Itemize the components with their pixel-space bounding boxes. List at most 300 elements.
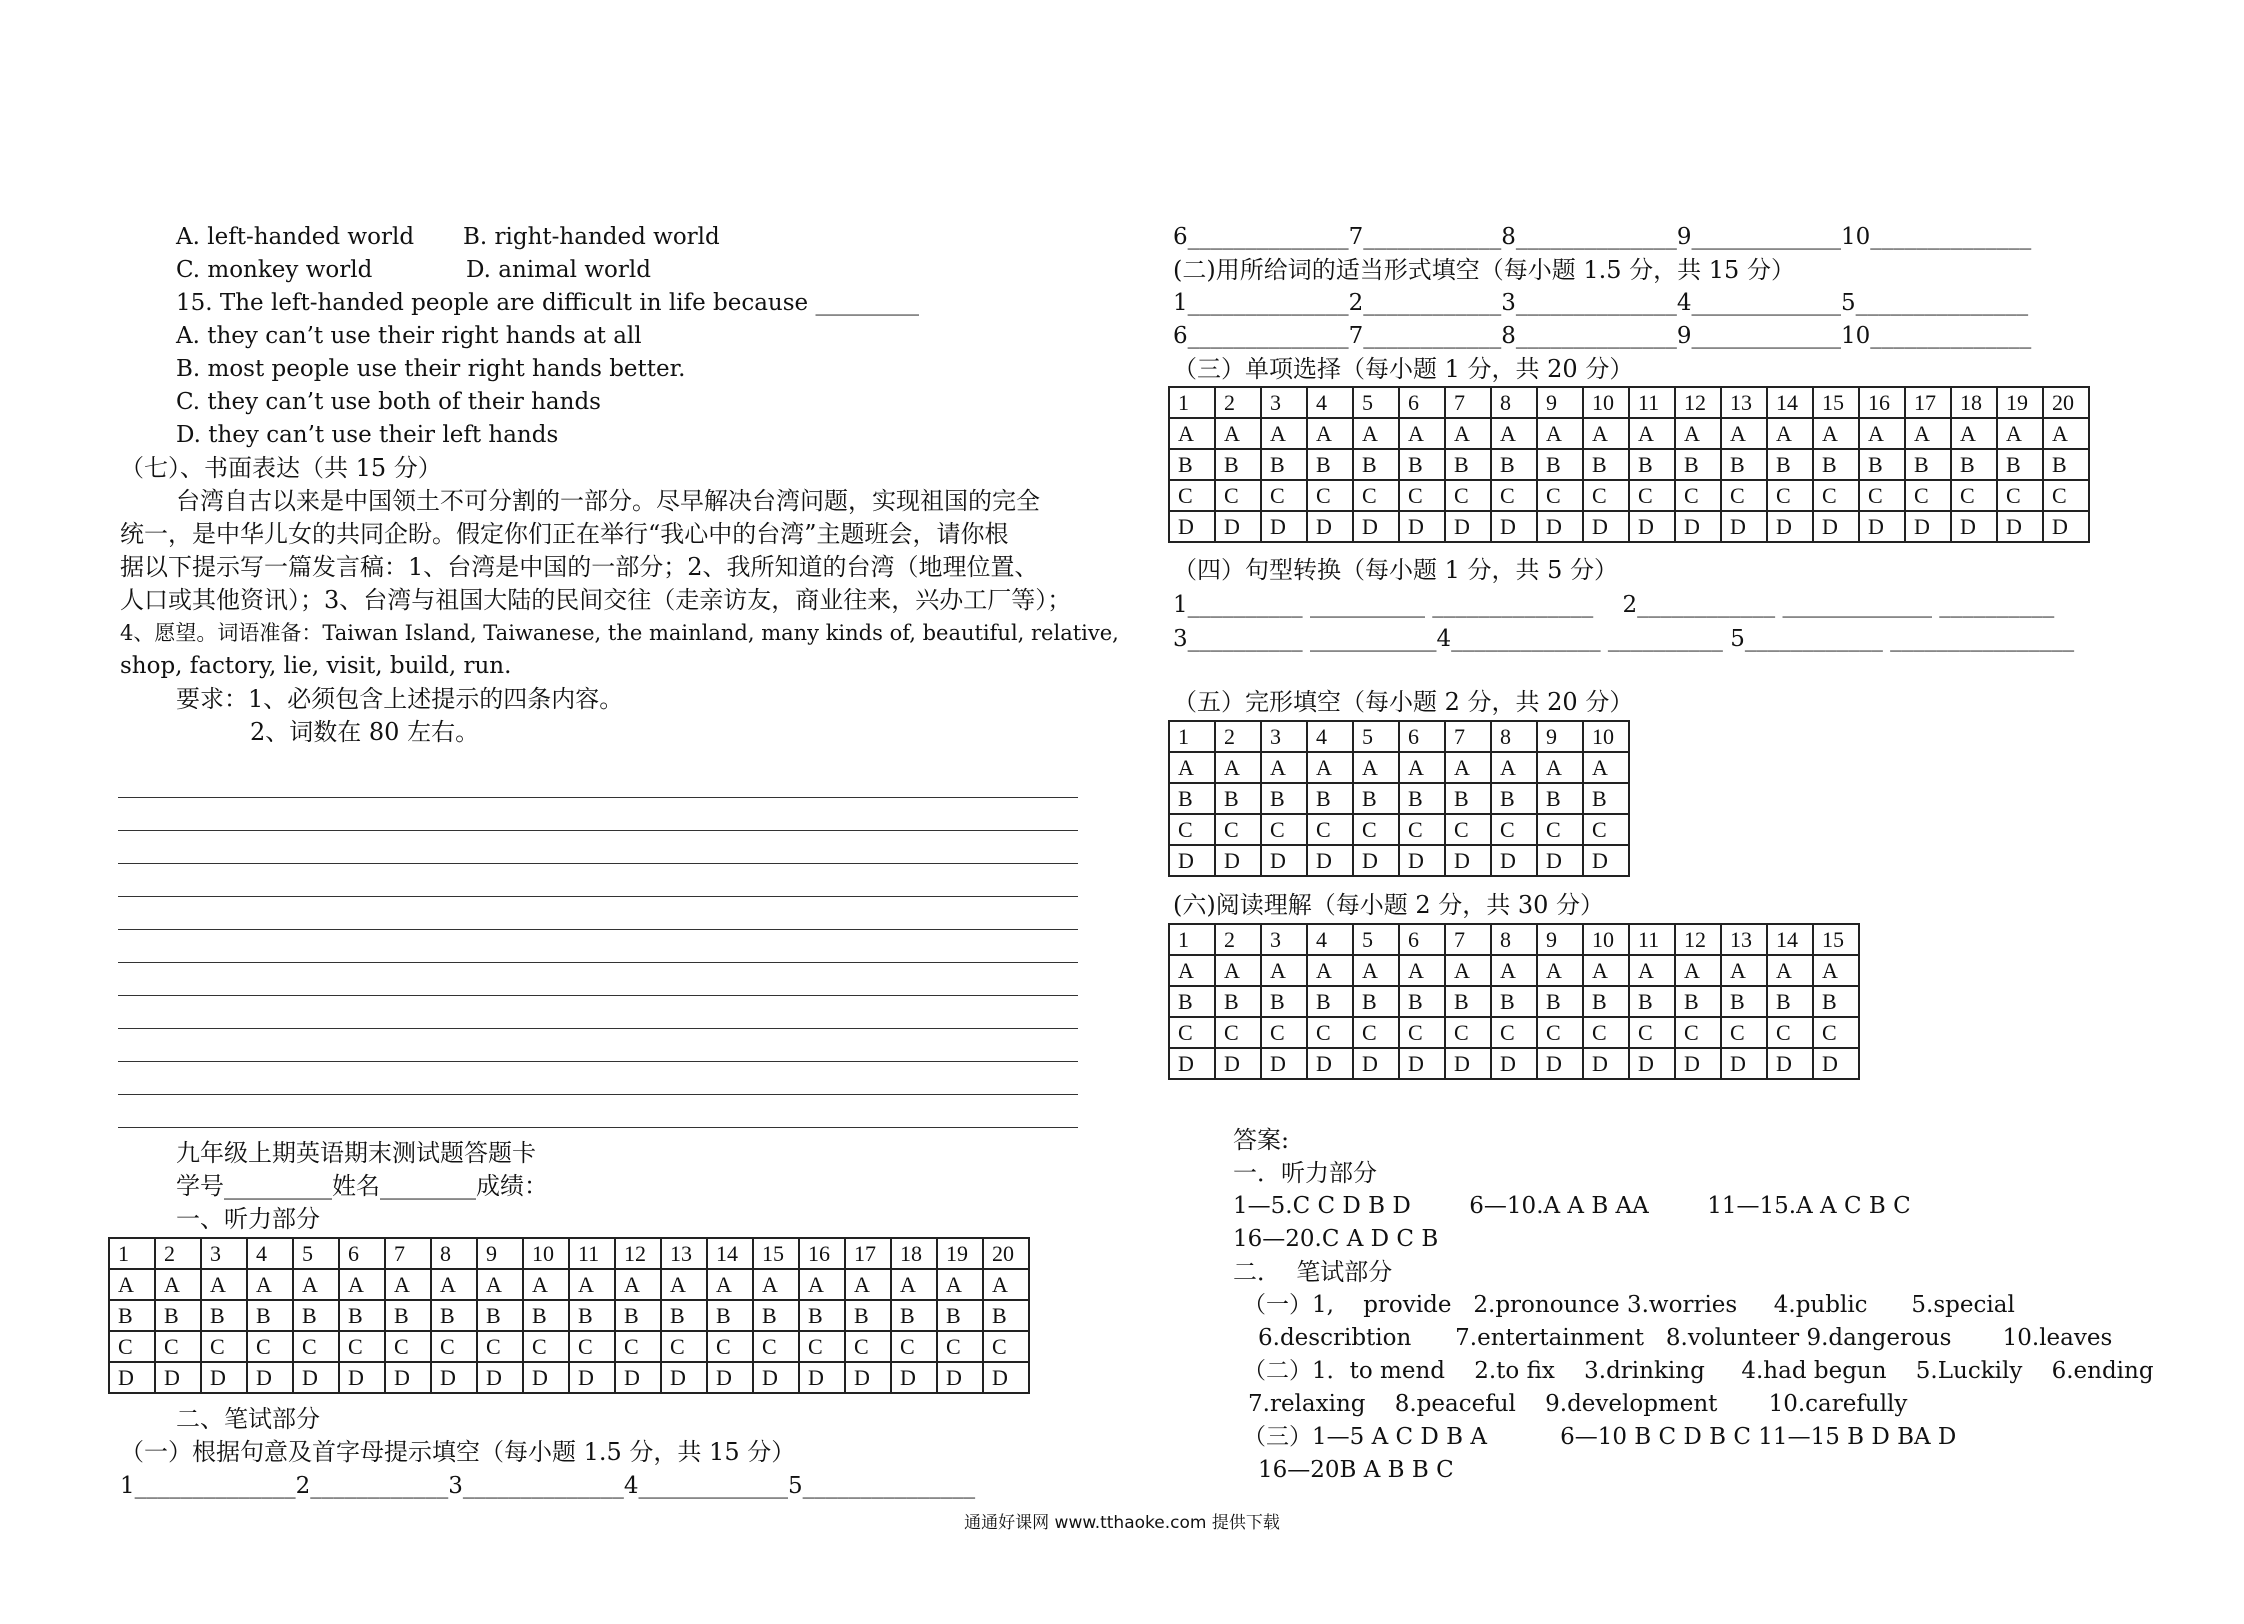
grid-option-cell[interactable]: C — [845, 1331, 891, 1362]
grid-option-cell[interactable]: D — [753, 1362, 799, 1393]
grid-option-cell[interactable]: D — [1261, 511, 1307, 542]
grid-option-cell[interactable]: A — [1307, 752, 1353, 783]
grid-option-cell[interactable]: B — [339, 1300, 385, 1331]
grid-option-cell[interactable]: C — [1169, 814, 1215, 845]
grid-option-cell[interactable]: D — [983, 1362, 1029, 1393]
writing-line[interactable] — [118, 830, 1078, 831]
grid-option-cell[interactable]: A — [1307, 418, 1353, 449]
grid-option-cell[interactable]: C — [1307, 814, 1353, 845]
grid-option-cell[interactable]: A — [1491, 955, 1537, 986]
grid-option-cell[interactable]: B — [615, 1300, 661, 1331]
grid-option-cell[interactable]: C — [1399, 1017, 1445, 1048]
grid-option-cell[interactable]: A — [1307, 955, 1353, 986]
grid-option-cell[interactable]: D — [891, 1362, 937, 1393]
grid-option-cell[interactable]: D — [1307, 1048, 1353, 1079]
grid-option-cell[interactable]: D — [1169, 1048, 1215, 1079]
grid-option-cell[interactable]: D — [155, 1362, 201, 1393]
grid-option-cell[interactable]: C — [1721, 480, 1767, 511]
grid-option-cell[interactable]: C — [1169, 480, 1215, 511]
grid-option-cell[interactable]: A — [2043, 418, 2089, 449]
grid-option-cell[interactable]: C — [431, 1331, 477, 1362]
grid-option-cell[interactable]: B — [845, 1300, 891, 1331]
grid-option-cell[interactable]: B — [1399, 986, 1445, 1017]
grid-option-cell[interactable]: A — [1767, 955, 1813, 986]
grid-option-cell[interactable]: A — [1353, 752, 1399, 783]
grid-option-cell[interactable]: A — [1951, 418, 1997, 449]
grid-option-cell[interactable]: D — [293, 1362, 339, 1393]
grid-option-cell[interactable]: B — [1629, 449, 1675, 480]
grid-option-cell[interactable]: B — [1721, 986, 1767, 1017]
grid-option-cell[interactable]: C — [1537, 814, 1583, 845]
grid-option-cell[interactable]: D — [1675, 511, 1721, 542]
grid-option-cell[interactable]: B — [799, 1300, 845, 1331]
grid-option-cell[interactable]: B — [1997, 449, 2043, 480]
grid-option-cell[interactable]: C — [1491, 814, 1537, 845]
grid-option-cell[interactable]: D — [1537, 511, 1583, 542]
grid-question-number: 7 — [1445, 924, 1491, 955]
grid-option-row — [1169, 418, 2089, 449]
part5-title: （五）完形填空（每小题 2 分，共 20 分） — [1173, 688, 1634, 716]
grid-option-cell[interactable]: B — [1813, 449, 1859, 480]
grid-option-cell[interactable]: A — [1445, 955, 1491, 986]
grid-option-cell[interactable]: C — [1813, 1017, 1859, 1048]
grid-option-cell[interactable]: D — [1951, 511, 1997, 542]
grid-option-cell[interactable]: C — [1767, 1017, 1813, 1048]
grid-option-cell[interactable]: D — [799, 1362, 845, 1393]
grid-option-cell[interactable]: A — [1905, 418, 1951, 449]
part4-title: （四）句型转换（每小题 1 分，共 5 分） — [1173, 556, 1619, 584]
grid-option-cell[interactable]: A — [1261, 955, 1307, 986]
grid-option-cell[interactable]: C — [2043, 480, 2089, 511]
grid-option-cell[interactable]: A — [707, 1269, 753, 1300]
grid-option-cell[interactable]: B — [661, 1300, 707, 1331]
grid-option-cell[interactable]: A — [477, 1269, 523, 1300]
grid-option-cell[interactable]: A — [155, 1269, 201, 1300]
grid-option-cell[interactable]: B — [1583, 783, 1629, 814]
grid-option-row — [1169, 783, 1629, 814]
grid-option-cell[interactable]: B — [1537, 986, 1583, 1017]
grid-option-cell[interactable]: D — [1813, 1048, 1859, 1079]
grid-option-cell[interactable]: D — [1583, 511, 1629, 542]
grid-option-cell[interactable]: A — [1215, 752, 1261, 783]
grid-option-cell[interactable]: D — [1399, 1048, 1445, 1079]
grid-option-cell[interactable]: C — [1905, 480, 1951, 511]
grid-option-cell[interactable]: D — [1353, 1048, 1399, 1079]
grid-option-cell[interactable]: D — [1675, 1048, 1721, 1079]
grid-option-cell[interactable]: C — [753, 1331, 799, 1362]
part2-blanks-row-1[interactable]: 1______________2____________3______________4_____________5_______________ — [1173, 290, 2029, 316]
grid-question-number: 13 — [1721, 924, 1767, 955]
grid-option-cell[interactable]: A — [1583, 752, 1629, 783]
grid-option-cell[interactable]: B — [1169, 449, 1215, 480]
grid-option-cell[interactable]: A — [109, 1269, 155, 1300]
reading-answer-grid — [1168, 923, 1860, 1080]
grid-option-cell[interactable]: B — [523, 1300, 569, 1331]
grid-option-cell[interactable]: C — [1629, 480, 1675, 511]
grid-option-cell[interactable]: B — [983, 1300, 1029, 1331]
grid-option-cell[interactable]: A — [1215, 955, 1261, 986]
grid-option-cell[interactable]: C — [1675, 1017, 1721, 1048]
grid-option-cell[interactable]: C — [799, 1331, 845, 1362]
grid-question-number: 4 — [1307, 721, 1353, 752]
grid-option-cell[interactable]: A — [1629, 955, 1675, 986]
grid-option-cell[interactable]: B — [1629, 986, 1675, 1017]
q15-stem: 15. The left-handed people are difficult in life because _________ — [176, 290, 919, 316]
grid-option-cell[interactable]: D — [1215, 511, 1261, 542]
grid-option-cell[interactable]: B — [1261, 986, 1307, 1017]
grid-option-cell[interactable]: D — [385, 1362, 431, 1393]
grid-option-cell[interactable]: B — [1399, 449, 1445, 480]
grid-option-cell[interactable]: B — [891, 1300, 937, 1331]
grid-option-cell[interactable]: A — [385, 1269, 431, 1300]
grid-option-cell[interactable]: D — [1353, 511, 1399, 542]
grid-option-cell[interactable]: D — [201, 1362, 247, 1393]
grid-option-cell[interactable]: A — [1399, 955, 1445, 986]
grid-option-cell[interactable]: B — [1951, 449, 1997, 480]
grid-option-cell[interactable]: D — [1537, 845, 1583, 876]
writing-line[interactable] — [118, 929, 1078, 930]
grid-option-cell[interactable]: B — [1675, 986, 1721, 1017]
grid-option-cell[interactable]: B — [1353, 986, 1399, 1017]
grid-option-cell[interactable]: B — [1491, 783, 1537, 814]
grid-question-number: 17 — [1905, 387, 1951, 418]
grid-option-cell[interactable]: A — [201, 1269, 247, 1300]
grid-option-cell[interactable]: A — [1675, 955, 1721, 986]
grid-option-cell[interactable]: C — [1307, 1017, 1353, 1048]
grid-option-cell[interactable]: C — [385, 1331, 431, 1362]
grid-option-cell[interactable]: C — [1767, 480, 1813, 511]
grid-option-cell[interactable]: C — [523, 1331, 569, 1362]
grid-option-cell[interactable]: A — [1491, 418, 1537, 449]
grid-option-cell[interactable]: A — [431, 1269, 477, 1300]
grid-option-cell[interactable]: B — [1813, 986, 1859, 1017]
grid-option-cell[interactable]: B — [1307, 783, 1353, 814]
grid-option-cell[interactable]: A — [1353, 955, 1399, 986]
grid-option-cell[interactable]: D — [661, 1362, 707, 1393]
grid-option-cell[interactable]: C — [1261, 480, 1307, 511]
grid-option-cell[interactable]: D — [1629, 511, 1675, 542]
writing-line[interactable] — [118, 1028, 1078, 1029]
writing-line[interactable] — [118, 797, 1078, 798]
grid-option-cell[interactable]: D — [1215, 845, 1261, 876]
part4-blanks-row-2[interactable]: 3__________ ___________4_____________ __________ 5____________ ________________ — [1173, 626, 2075, 652]
answers-line-3: 16—20.C A D C B — [1233, 1226, 1439, 1252]
grid-option-cell[interactable]: C — [1951, 480, 1997, 511]
grid-option-cell[interactable]: C — [1537, 480, 1583, 511]
grid-question-number: 10 — [1583, 721, 1629, 752]
grid-option-cell[interactable]: C — [569, 1331, 615, 1362]
part4-blanks-row-1[interactable]: 1__________ __________ ______________ 2____________ _____________ __________ — [1173, 592, 2055, 618]
grid-option-cell[interactable]: C — [1491, 480, 1537, 511]
grid-option-cell[interactable]: B — [1445, 783, 1491, 814]
grid-option-cell[interactable]: D — [1491, 511, 1537, 542]
grid-option-cell[interactable]: C — [1537, 1017, 1583, 1048]
grid-option-cell[interactable]: B — [247, 1300, 293, 1331]
grid-option-cell[interactable]: D — [1859, 511, 1905, 542]
grid-option-cell[interactable]: B — [1859, 449, 1905, 480]
grid-option-cell[interactable]: A — [1629, 418, 1675, 449]
grid-option-cell[interactable]: A — [1537, 752, 1583, 783]
grid-option-cell[interactable]: B — [753, 1300, 799, 1331]
grid-option-cell[interactable]: D — [1997, 511, 2043, 542]
q15-option-b: B. most people use their right hands better. — [176, 356, 686, 382]
grid-option-cell[interactable]: B — [1445, 449, 1491, 480]
grid-option-cell[interactable]: C — [1261, 814, 1307, 845]
grid-option-cell[interactable]: D — [937, 1362, 983, 1393]
grid-option-cell[interactable]: A — [1261, 418, 1307, 449]
grid-option-cell[interactable]: B — [1537, 783, 1583, 814]
grid-option-cell[interactable]: C — [1307, 480, 1353, 511]
grid-option-cell[interactable]: C — [1399, 480, 1445, 511]
grid-option-cell[interactable]: D — [1307, 845, 1353, 876]
grid-option-cell[interactable]: D — [1261, 1048, 1307, 1079]
grid-option-cell[interactable]: B — [1215, 986, 1261, 1017]
grid-option-cell[interactable]: C — [1399, 814, 1445, 845]
grid-option-cell[interactable]: A — [891, 1269, 937, 1300]
grid-option-cell[interactable]: A — [1859, 418, 1905, 449]
grid-option-cell[interactable]: C — [1215, 814, 1261, 845]
writing-line[interactable] — [118, 995, 1078, 996]
grid-option-cell[interactable]: A — [1445, 752, 1491, 783]
grid-option-row — [1169, 480, 2089, 511]
grid-option-cell[interactable]: C — [983, 1331, 1029, 1362]
grid-option-cell[interactable]: A — [615, 1269, 661, 1300]
grid-option-cell[interactable]: D — [1721, 511, 1767, 542]
grid-option-cell[interactable]: A — [339, 1269, 385, 1300]
grid-option-cell[interactable]: B — [1583, 449, 1629, 480]
grid-option-cell[interactable]: B — [1491, 449, 1537, 480]
writing-line[interactable] — [118, 863, 1078, 864]
grid-option-cell[interactable]: A — [1169, 752, 1215, 783]
grid-option-cell[interactable]: D — [569, 1362, 615, 1393]
grid-option-cell[interactable]: D — [109, 1362, 155, 1393]
grid-option-cell[interactable]: C — [1261, 1017, 1307, 1048]
grid-question-number: 14 — [707, 1238, 753, 1269]
grid-option-cell[interactable]: D — [1721, 1048, 1767, 1079]
grid-option-cell[interactable]: B — [431, 1300, 477, 1331]
grid-option-cell[interactable]: C — [1859, 480, 1905, 511]
grid-question-number: 1 — [1169, 721, 1215, 752]
grid-option-cell[interactable]: D — [1445, 1048, 1491, 1079]
grid-option-cell[interactable]: A — [1813, 418, 1859, 449]
grid-option-cell[interactable]: D — [1583, 1048, 1629, 1079]
grid-option-cell[interactable]: A — [1353, 418, 1399, 449]
grid-option-cell[interactable]: A — [1583, 418, 1629, 449]
grid-option-cell[interactable]: B — [155, 1300, 201, 1331]
grid-option-cell[interactable]: D — [1169, 511, 1215, 542]
grid-option-cell[interactable]: B — [109, 1300, 155, 1331]
grid-option-cell[interactable]: B — [1583, 986, 1629, 1017]
grid-option-cell[interactable]: C — [1813, 480, 1859, 511]
grid-option-cell[interactable]: A — [1721, 955, 1767, 986]
grid-option-cell[interactable]: C — [1353, 1017, 1399, 1048]
grid-option-cell[interactable]: D — [1583, 845, 1629, 876]
grid-option-cell[interactable]: C — [1583, 814, 1629, 845]
grid-option-cell[interactable]: A — [937, 1269, 983, 1300]
grid-option-cell[interactable]: C — [1353, 814, 1399, 845]
grid-option-cell[interactable]: B — [1261, 449, 1307, 480]
grid-option-cell[interactable]: B — [1307, 986, 1353, 1017]
grid-option-row — [1169, 814, 1629, 845]
grid-option-cell[interactable]: C — [201, 1331, 247, 1362]
grid-option-cell[interactable]: B — [201, 1300, 247, 1331]
listening-title: 一、听力部分 — [176, 1205, 320, 1233]
grid-option-cell[interactable]: D — [247, 1362, 293, 1393]
grid-option-cell[interactable]: D — [707, 1362, 753, 1393]
grid-option-cell[interactable]: A — [293, 1269, 339, 1300]
grid-option-cell[interactable]: B — [1675, 449, 1721, 480]
writing-line[interactable] — [118, 962, 1078, 963]
grid-option-cell[interactable]: A — [569, 1269, 615, 1300]
grid-option-cell[interactable]: C — [1583, 1017, 1629, 1048]
grid-option-cell[interactable]: B — [477, 1300, 523, 1331]
grid-option-cell[interactable]: A — [1215, 418, 1261, 449]
grid-option-cell[interactable]: C — [1445, 480, 1491, 511]
grid-option-cell[interactable]: D — [615, 1362, 661, 1393]
grid-option-cell[interactable]: C — [937, 1331, 983, 1362]
grid-option-cell[interactable]: A — [1445, 418, 1491, 449]
grid-option-cell[interactable]: D — [1629, 1048, 1675, 1079]
grid-option-cell[interactable]: B — [2043, 449, 2089, 480]
part2-blanks-row-2[interactable]: 6______________7____________8______________9_____________10______________ — [1173, 323, 2032, 349]
grid-option-cell[interactable]: A — [1169, 955, 1215, 986]
grid-option-cell[interactable]: D — [1445, 511, 1491, 542]
grid-option-cell[interactable]: D — [1905, 511, 1951, 542]
grid-option-cell[interactable]: A — [1767, 418, 1813, 449]
grid-option-cell[interactable]: D — [845, 1362, 891, 1393]
grid-option-cell[interactable]: A — [753, 1269, 799, 1300]
grid-option-cell[interactable]: C — [1629, 1017, 1675, 1048]
grid-option-cell[interactable]: A — [1537, 955, 1583, 986]
grid-option-cell[interactable]: D — [339, 1362, 385, 1393]
grid-option-cell[interactable]: B — [1537, 449, 1583, 480]
writing-line[interactable] — [118, 1061, 1078, 1062]
grid-option-cell[interactable]: B — [1767, 986, 1813, 1017]
grid-option-cell[interactable]: D — [477, 1362, 523, 1393]
grid-option-row — [109, 1300, 1029, 1331]
grid-option-cell[interactable]: D — [1813, 511, 1859, 542]
grid-option-cell[interactable]: C — [1215, 480, 1261, 511]
grid-option-cell[interactable]: A — [1675, 418, 1721, 449]
grid-option-cell[interactable]: B — [937, 1300, 983, 1331]
grid-option-cell[interactable]: D — [1399, 845, 1445, 876]
grid-option-cell[interactable]: D — [1491, 845, 1537, 876]
grid-option-cell[interactable]: D — [1307, 511, 1353, 542]
grid-option-cell[interactable]: B — [1353, 449, 1399, 480]
writing-line[interactable] — [118, 1094, 1078, 1095]
grid-option-cell[interactable]: B — [1905, 449, 1951, 480]
grid-question-number: 10 — [523, 1238, 569, 1269]
grid-question-number: 6 — [339, 1238, 385, 1269]
part1-blanks-row-1[interactable]: 1______________2____________3______________4_____________5_______________ — [120, 1473, 976, 1499]
grid-option-cell[interactable]: D — [1767, 1048, 1813, 1079]
grid-option-cell[interactable]: C — [477, 1331, 523, 1362]
grid-option-cell[interactable]: D — [1353, 845, 1399, 876]
grid-option-cell[interactable]: A — [523, 1269, 569, 1300]
grid-option-cell[interactable]: C — [293, 1331, 339, 1362]
grid-option-cell[interactable]: C — [615, 1331, 661, 1362]
grid-option-cell[interactable]: A — [1721, 418, 1767, 449]
grid-option-cell[interactable]: D — [1767, 511, 1813, 542]
grid-option-cell[interactable]: B — [1721, 449, 1767, 480]
grid-option-cell[interactable]: C — [155, 1331, 201, 1362]
grid-option-cell[interactable]: D — [1169, 845, 1215, 876]
grid-option-cell[interactable]: A — [1537, 418, 1583, 449]
grid-option-cell[interactable]: A — [1261, 752, 1307, 783]
grid-option-cell[interactable]: B — [1169, 986, 1215, 1017]
grid-option-cell[interactable]: B — [1445, 986, 1491, 1017]
grid-option-cell[interactable]: D — [1399, 511, 1445, 542]
grid-option-cell[interactable]: C — [1997, 480, 2043, 511]
writing-line[interactable] — [118, 896, 1078, 897]
grid-option-cell[interactable]: A — [983, 1269, 1029, 1300]
grid-option-cell[interactable]: D — [1491, 1048, 1537, 1079]
grid-option-cell[interactable]: B — [385, 1300, 431, 1331]
grid-option-cell[interactable]: C — [891, 1331, 937, 1362]
grid-option-cell[interactable]: C — [109, 1331, 155, 1362]
grid-option-cell[interactable]: B — [707, 1300, 753, 1331]
grid-option-cell[interactable]: C — [1169, 1017, 1215, 1048]
grid-option-cell[interactable]: B — [1261, 783, 1307, 814]
grid-option-cell[interactable]: C — [1675, 480, 1721, 511]
grid-option-cell[interactable]: D — [1537, 1048, 1583, 1079]
grid-option-cell[interactable]: C — [339, 1331, 385, 1362]
grid-option-cell[interactable]: B — [1307, 449, 1353, 480]
grid-option-cell[interactable]: B — [1399, 783, 1445, 814]
grid-option-cell[interactable]: B — [1353, 783, 1399, 814]
part1-blanks-row-2[interactable]: 6______________7____________8______________9_____________10______________ — [1173, 224, 2032, 250]
grid-option-cell[interactable]: A — [247, 1269, 293, 1300]
grid-option-cell[interactable]: A — [1399, 752, 1445, 783]
grid-option-cell[interactable]: D — [1261, 845, 1307, 876]
grid-option-cell[interactable]: C — [1215, 1017, 1261, 1048]
grid-option-cell[interactable]: B — [1169, 783, 1215, 814]
grid-option-cell[interactable]: C — [1445, 814, 1491, 845]
grid-option-cell[interactable]: C — [1491, 1017, 1537, 1048]
grid-option-cell[interactable]: A — [845, 1269, 891, 1300]
grid-option-cell[interactable]: C — [1721, 1017, 1767, 1048]
grid-option-cell[interactable]: B — [293, 1300, 339, 1331]
grid-option-cell[interactable]: B — [1767, 449, 1813, 480]
grid-option-cell[interactable]: A — [1583, 955, 1629, 986]
grid-option-cell[interactable]: D — [1445, 845, 1491, 876]
grid-option-cell[interactable]: A — [661, 1269, 707, 1300]
grid-option-cell[interactable]: B — [1491, 986, 1537, 1017]
grid-question-number: 15 — [753, 1238, 799, 1269]
grid-option-cell[interactable]: D — [523, 1362, 569, 1393]
grid-option-cell[interactable]: C — [1353, 480, 1399, 511]
section7-title: （七）、书面表达（共 15 分） — [120, 454, 442, 482]
grid-option-cell[interactable]: A — [1997, 418, 2043, 449]
grid-option-cell[interactable]: A — [1169, 418, 1215, 449]
grid-option-cell[interactable]: B — [1215, 783, 1261, 814]
grid-option-cell[interactable]: C — [1445, 1017, 1491, 1048]
grid-option-cell[interactable]: C — [247, 1331, 293, 1362]
grid-option-cell[interactable]: A — [1813, 955, 1859, 986]
grid-option-cell[interactable]: C — [1583, 480, 1629, 511]
grid-option-cell[interactable]: B — [569, 1300, 615, 1331]
grid-option-cell[interactable]: A — [1491, 752, 1537, 783]
grid-option-cell[interactable]: D — [1215, 1048, 1261, 1079]
grid-option-cell[interactable]: D — [431, 1362, 477, 1393]
grid-option-cell[interactable]: B — [1215, 449, 1261, 480]
grid-option-cell[interactable]: A — [799, 1269, 845, 1300]
grid-option-cell[interactable]: A — [1399, 418, 1445, 449]
writing-line[interactable] — [118, 1127, 1078, 1128]
grid-option-cell[interactable]: D — [2043, 511, 2089, 542]
grid-option-cell[interactable]: C — [707, 1331, 753, 1362]
grid-option-cell[interactable]: C — [661, 1331, 707, 1362]
